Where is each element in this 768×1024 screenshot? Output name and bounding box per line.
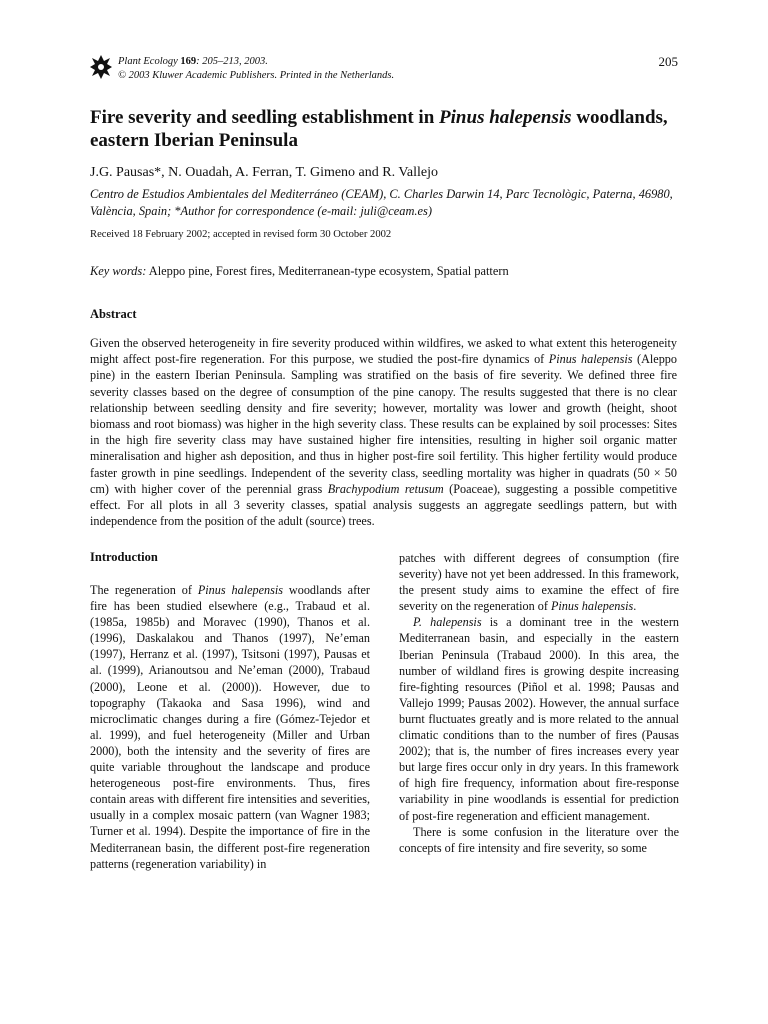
page-number: 205 — [658, 54, 678, 69]
journal-line-2: © 2003 Kluwer Academic Publishers. Printed in the Netherlands. — [118, 70, 395, 81]
journal-line-1: Plant Ecology 169: 205–213, 2003. — [118, 56, 268, 67]
affiliation: Centro de Estudios Ambientales del Mediterráneo (CEAM), C. Charles Darwin 14, Parc Tecnològic, Paterna, 46980, València, Spain; *Author for correspondence (e-mail: juli@ceam.es) — [90, 187, 673, 218]
intro-paragraph: P. halepensis is a dominant tree in the western Mediterranean basin, and especially in the eastern Iberian Peninsula (Trabaud 2000). In this area, the number of wildland fires is growing despite increasing fire-fighting resources (Piñol et al. 1998; Pausas and Vallejo 1999; Pausas 2002). However, the annual surface burnt fluctuates greatly and is more related to the annual climatic conditions than to the number of fires (Pausas 2002); that is, the number of fires increases every year but large fires occur only in dry years. In this framework of high fire frequency, information about fire-response variability in pine woodlands is essential for prediction of post-fire regeneration and efficient management. — [399, 615, 679, 823]
abstract-heading: Abstract — [90, 307, 137, 321]
keywords-label: Key words: — [90, 264, 147, 278]
intro-paragraph: patches with different degrees of consumption (fire severity) have not yet been addressed. In this framework, the present study aims to examine the effect of fire severity on the regeneration of Pinus halepensis. — [399, 551, 679, 614]
abstract-text: Given the observed heterogeneity in fire severity produced within wildfires, we asked to what extent this heterogeneity might affect post-fire regeneration. For this purpose, we studied the post-fire dynamics of Pinus halepensis (Aleppo pine) in the eastern Iberian Peninsula. Sampling was stratified on the basis of fire severity. We defined three fire severity classes based on the degree of consumption of the pine canopy. The results suggested that there is no clear relationship between seedling density and fire severity; however, mortality was lower and growth (height, shoot biomass and root biomass) was higher in the high severity class. These results can be explained by soil processes: Sites in the high fire severity class may have sustained higher fire intensities, resulting in higher soil organic matter mineralisation and higher ash deposition, and thus in higher post-fire soil fertility. This higher fertility would produce faster growth in pine seedlings. Independent of the severity class, seedling mortality was higher in quadrats (50 × 50 cm) with higher cover of the perennial grass Brachypodium retusum (Poaceae), suggesting a possible competitive effect. For all plots in all 3 severity classes, spatial analysis suggests an aggregate seedlings pattern, but with independence from the position of the adult (source) trees. — [90, 336, 677, 529]
received-dates: Received 18 February 2002; accepted in revised form 30 October 2002 — [90, 229, 392, 240]
paper-title: Fire severity and seedling establishment in Pinus halepensis woodlands, eastern Iberian Peninsula — [90, 107, 668, 151]
intro-column-left: The regeneration of Pinus halepensis woodlands after fire has been studied elsewhere (e.g., Trabaud et al. (1985a, 1985b) and Moravec (1990), Thanos et al. (1996), Daskalakou and Thanos (1997), Ne’eman (1997), Herranz et al. (1997), Tsitsoni (1997), Pausas et al. (1999), Arianoutsou and Ne’eman (2000), Trabaud (2000), Leone et al. (2000)). However, due to topography (Takaoka and Sasa 1996), wind and microclimatic changes during a fire (Gómez-Tejedor et al. 1999), and fuel heterogeneity (Miller and Urban 2000), both the intensity and the severity of fires are quite variable throughout the landscape and produce heterogeneous post-fire environments. Thus, fires contain areas with different fire intensities and severities, usually in a complex mosaic pattern (van Wagner 1983; Turner et al. 1994). Despite the importance of fire in the Mediterranean basin, the different post-fire regeneration patterns (regeneration variability) in — [90, 583, 370, 871]
keywords — [90, 264, 509, 279]
intro-paragraph: There is some confusion in the literature over the concepts of fire intensity and fire severity, so some — [399, 824, 679, 855]
keywords-text: Aleppo pine, Forest fires, Mediterranean-type ecosystem, Spatial pattern — [148, 264, 509, 278]
publisher-logo — [90, 55, 112, 79]
journal-citation — [118, 55, 394, 83]
introduction-heading: Introduction — [90, 550, 158, 564]
intro-column-right — [399, 550, 679, 856]
author-list: J.G. Pausas*, N. Ouadah, A. Ferran, T. Gimeno and R. Vallejo — [90, 165, 439, 180]
